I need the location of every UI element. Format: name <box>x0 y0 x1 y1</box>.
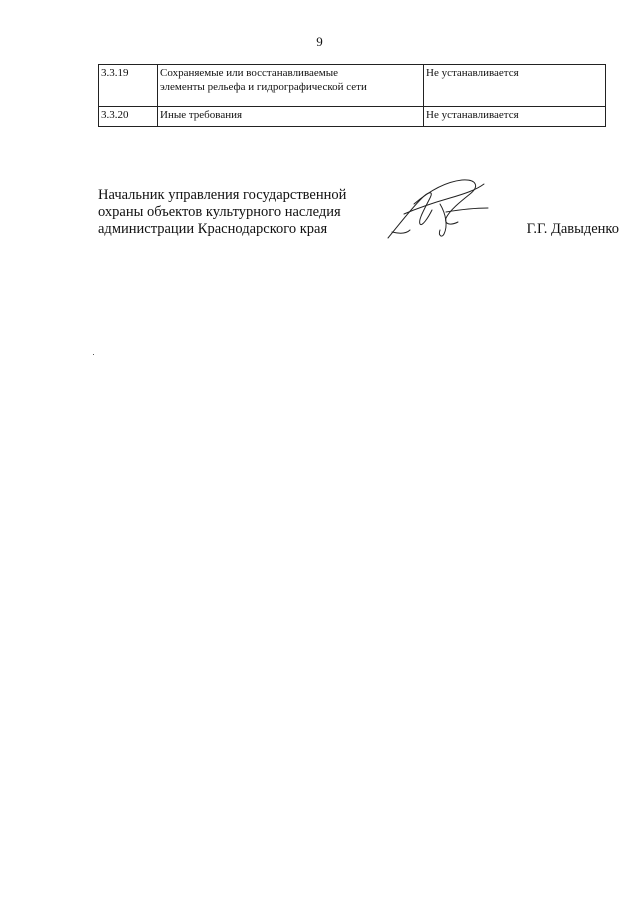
row-name-line: Иные требования <box>160 109 243 121</box>
table-row <box>99 107 606 127</box>
signer-position-line: охраны объектов культурного наследия <box>98 204 341 220</box>
row-name <box>158 65 424 107</box>
row-name <box>158 107 424 127</box>
scan-dot <box>93 354 94 355</box>
handwritten-signature <box>384 174 494 242</box>
page-number: 9 <box>316 34 323 49</box>
row-value: Не устанавливается <box>424 65 606 107</box>
row-name-line: элементы рельефа и гидрографической сети <box>160 81 367 93</box>
row-value: Не устанавливается <box>424 107 606 127</box>
requirements-table <box>98 64 606 127</box>
table-row <box>99 65 606 107</box>
row-name-line: Сохраняемые или восстанавливаемые <box>160 67 338 79</box>
signer-position-line: Начальник управления государственной <box>98 187 347 203</box>
signer-name: Г.Г. Давыденко <box>526 221 619 237</box>
signer-position <box>98 187 346 238</box>
row-code: 3.3.20 <box>99 107 158 127</box>
signer-position-line: администрации Краснодарского края <box>98 221 328 237</box>
row-code: 3.3.19 <box>99 65 158 107</box>
